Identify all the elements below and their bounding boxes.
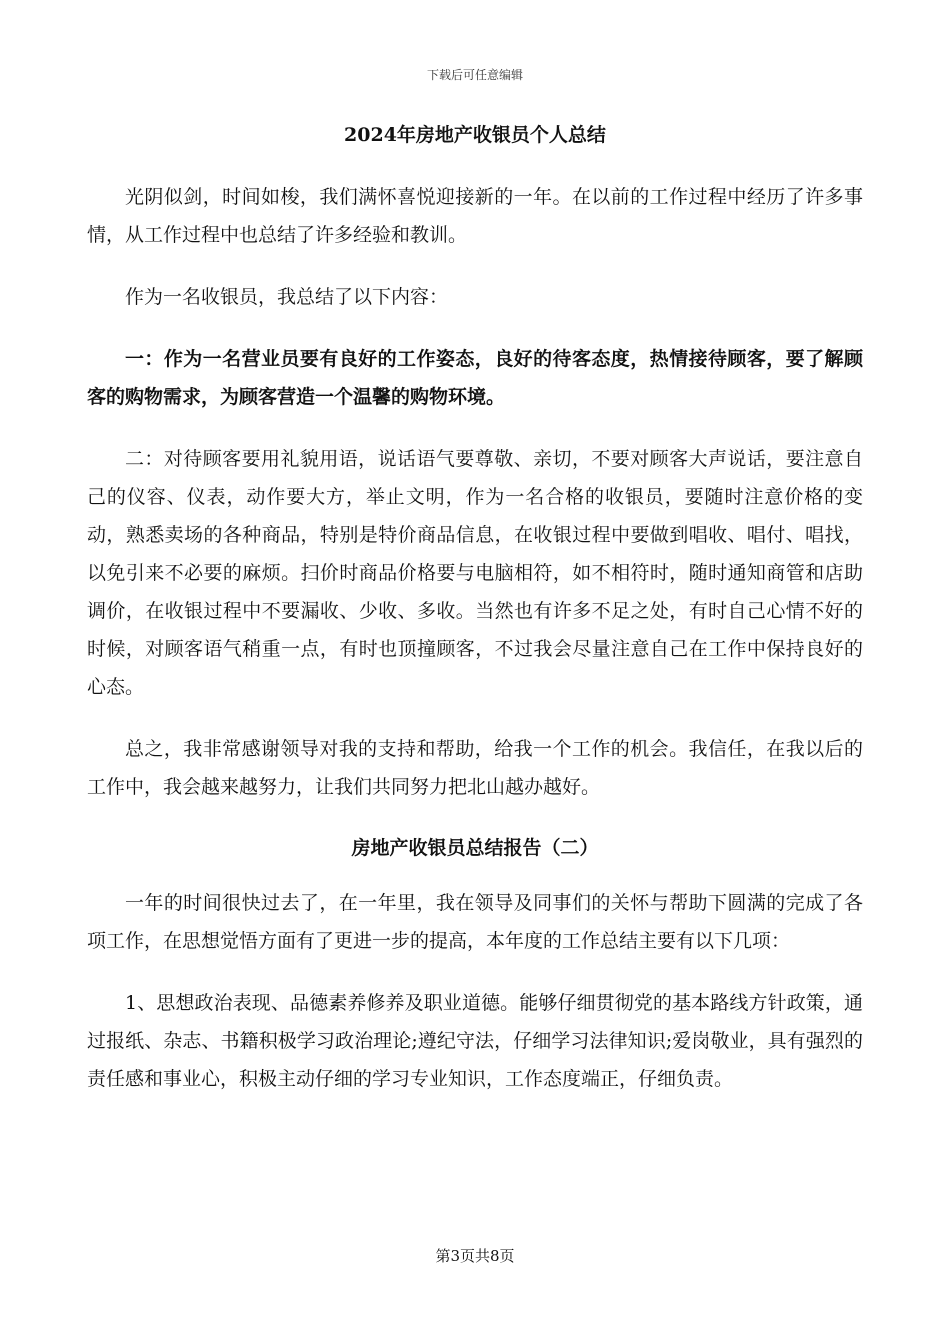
header-note: 下载后可任意编辑 bbox=[426, 68, 523, 82]
paragraph-report-intro: 一年的时间很快过去了，在一年里，我在领导及同事们的关怀与帮助下圆满的完成了各项工作，在思想觉悟方面有了更进一步的提高，本年度的工作总结主要有以下几项： bbox=[87, 892, 863, 952]
section-title-two: 房地产收银员总结报告（二） bbox=[351, 837, 599, 859]
paragraph-point-one: 一：作为一名营业员要有良好的工作姿态，良好的待客态度，热情接待顾客，要了解顾客的购物需求，为顾客营造一个温馨的购物环境。 bbox=[87, 348, 863, 408]
document-body bbox=[87, 118, 863, 1122]
paragraph-conclusion: 总之，我非常感谢领导对我的支持和帮助，给我一个工作的机会。我信任，在我以后的工作中，我会越来越努力，让我们共同努力把北山越办越好。 bbox=[87, 738, 863, 798]
paragraph-intro: 光阴似剑，时间如梭，我们满怀喜悦迎接新的一年。在以前的工作过程中经历了许多事情，从工作过程中也总结了许多经验和教训。 bbox=[87, 186, 863, 246]
paragraph-point-two: 二：对待顾客要用礼貌用语，说话语气要尊敬、亲切，不要对顾客大声说话，要注意自己的仪容、仪表，动作要大方，举止文明，作为一名合格的收银员，要随时注意价格的变动，熟悉卖场的各种商品，特别是特价商品信息，在收银过程中要做到唱收、唱付、唱找，以免引来不必要的麻烦。扫价时商品价格要与电脑相符，如不相符时，随时通知商管和店助调价，在收银过程中不要漏收、少收、多收。当然也有许多不足之处，有时自己心情不好的时候，对顾客语气稍重一点，有时也顶撞顾客，不过我会尽量注意自己在工作中保持良好的心态。 bbox=[87, 448, 863, 698]
paragraph-report-item-one: 1、思想政治表现、品德素养修养及职业道德。能够仔细贯彻党的基本路线方针政策，通过报纸、杂志、书籍积极学习政治理论;遵纪守法，仔细学习法律知识;爱岗敬业，具有强烈的责任感和事业心，积极主动仔细的学习专业知识，工作态度端正，仔细负责。 bbox=[87, 992, 863, 1090]
page-number: 第3页共8页 bbox=[435, 1247, 515, 1265]
paragraph-summary-lead: 作为一名收银员，我总结了以下内容： bbox=[125, 286, 449, 308]
document-title: 2024年房地产收银员个人总结 bbox=[344, 124, 606, 146]
